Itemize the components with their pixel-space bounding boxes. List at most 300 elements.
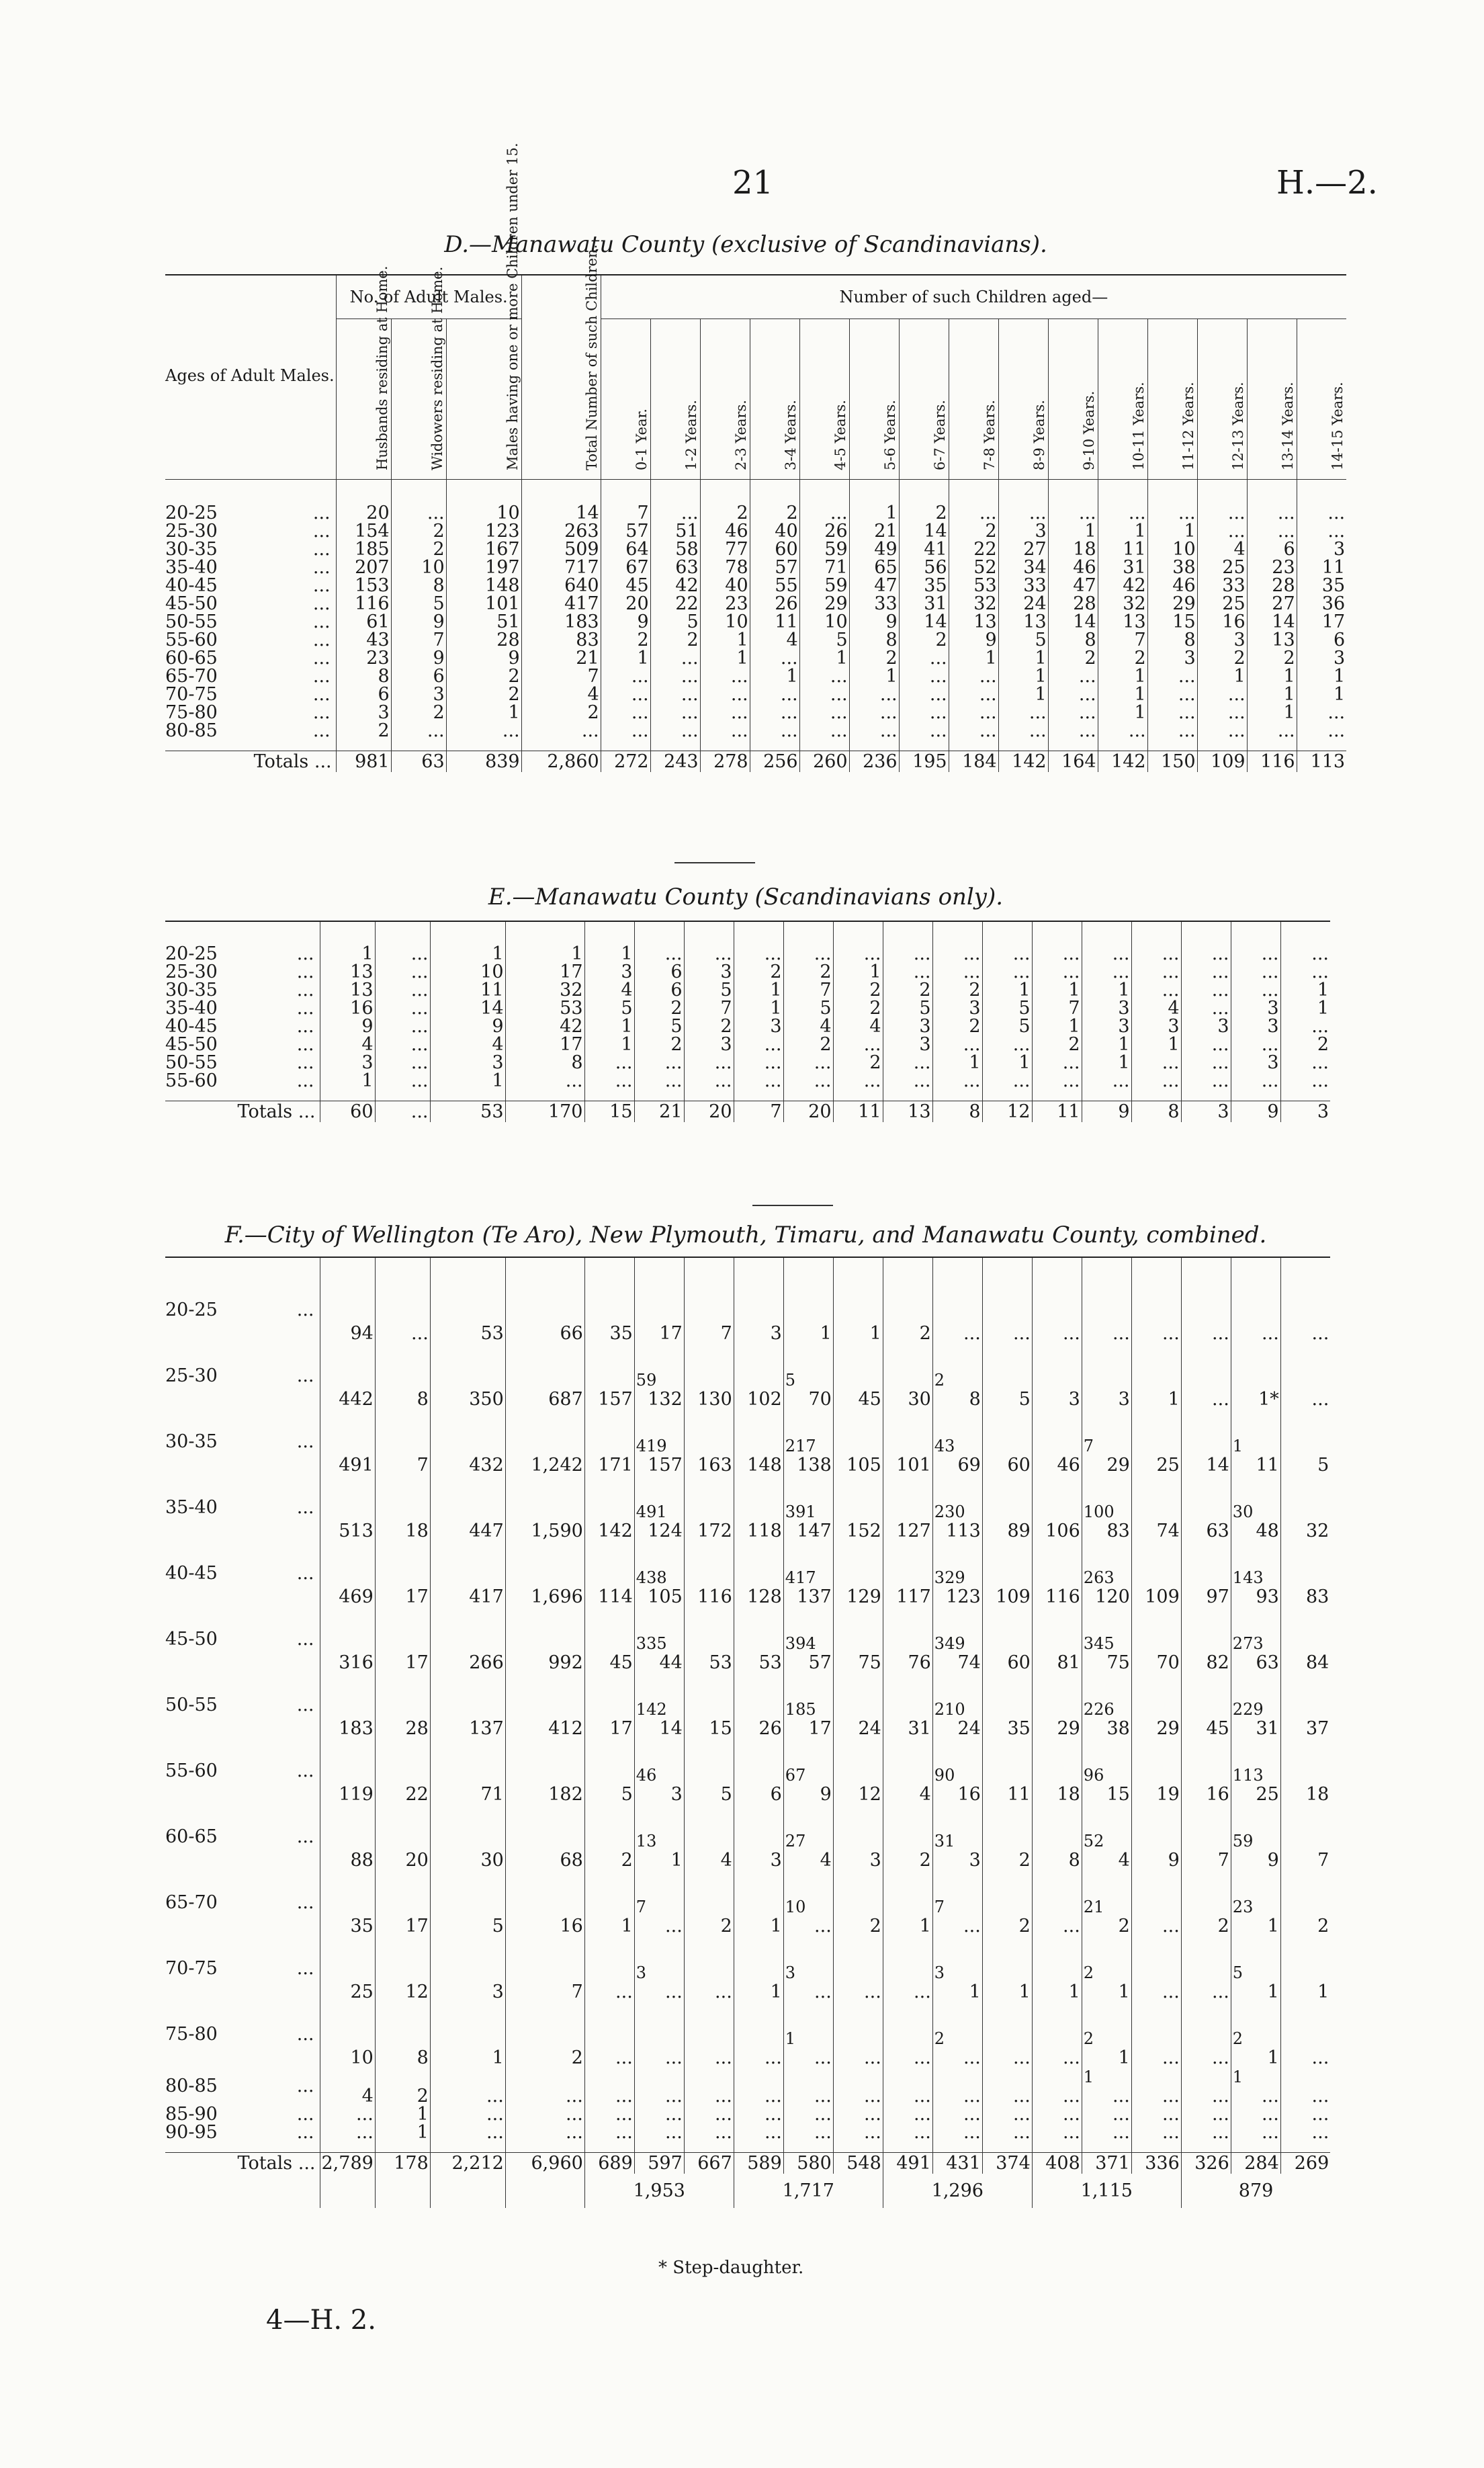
table-cell: ... [750,722,799,740]
table-cell: ... [375,999,430,1017]
table-cell: ... [601,704,650,722]
table-cell: 58 [650,540,700,558]
table-cell: 1 [1280,999,1330,1017]
table-cell: 27 [1247,595,1297,613]
table-cell: 12 [375,1935,430,2001]
age-range-label: 70-75 ... [165,1935,320,2001]
totals-label: Totals ... [165,2153,320,2174]
leader-dots: ... [296,1034,314,1055]
males-children-header: Males having one or more Children under 15. [446,319,521,480]
table-cell: ... [1032,2067,1082,2105]
table-cell: 5 [783,999,833,1017]
table-cell: 1 [1082,1054,1131,1072]
table-cell: 17 [505,1035,584,1054]
table-cell: 154 [336,522,391,540]
table-cell: 29 [1147,595,1197,613]
total-cell: 142 [1098,751,1147,773]
table-cell: 1 [584,1017,634,1035]
group-value: 21 [1083,1898,1104,1916]
table-cell: 31 [883,1672,932,1738]
table-cell: ... [1197,704,1247,722]
table-cell: 100 83 [1082,1474,1131,1540]
table-cell: ... [783,921,833,963]
table-cell: ... [650,685,700,704]
table-cell: 3 [391,685,446,704]
table-cell: 2 [1181,1869,1231,1935]
table-cell: ... [1280,2105,1330,2123]
group-value: 419 [636,1437,667,1455]
table-cell: 53 [505,999,584,1017]
table-cell: 127 [883,1474,932,1540]
table-cell: ... [883,921,932,963]
table-cell: 5 [982,1017,1032,1035]
table-row [165,1803,1330,1869]
total-cell: 109 [1197,751,1247,773]
age-range-label: 55-60 ... [165,1738,320,1803]
table-cell: 9 [949,631,998,649]
table-cell: ... [833,2123,883,2141]
age-range-label: 20-25 ... [165,1257,320,1343]
leader-dots: ... [296,1628,314,1650]
table-cell: 84 [1280,1606,1330,1672]
group-value: 263 [1083,1568,1115,1587]
table-cell: ... [1131,1935,1181,2001]
total-cell: 2,860 [521,751,601,773]
table-cell: 2 [1032,1035,1082,1054]
total-cell: 589 [734,2153,783,2174]
ages-header: Ages of Adult Males. [165,366,335,385]
table-cell: 63 [1181,1474,1231,1540]
group-value: 13 [636,1832,657,1850]
age-range-label: 45-50 ... [165,1606,320,1672]
table-cell: ... [734,1035,783,1054]
group-value: 1 [785,2029,796,2048]
leader-dots: ... [312,521,331,542]
table-cell: 417 [430,1540,505,1606]
table-cell: 3 [1231,1054,1280,1072]
table-cell: 6 [1247,540,1297,558]
table-cell: 9 [601,613,650,631]
table-cell: ... [1131,1054,1181,1072]
table-cell: 43 [336,631,391,649]
group-value: 335 [636,1634,667,1653]
table-cell: 2 [982,1869,1032,1935]
table-cell: 89 [982,1474,1032,1540]
table-cell: 24 [833,1672,883,1738]
table-cell: 7 29 [1082,1408,1131,1474]
table-cell: 3 [1082,1017,1131,1035]
totals-label: Totals ... [165,1101,320,1123]
table-cell: 130 [684,1343,734,1408]
table-cell: 640 [521,577,601,595]
table-cell: 3 [320,1054,375,1072]
table-cell: 2 ... [932,2001,982,2067]
total-cell: 371 [1082,2153,1131,2174]
total-cell: 272 [601,751,650,773]
table-row [165,1606,1330,1672]
table-cell: 1 [1098,704,1147,722]
total-cell: 2,212 [430,2153,505,2174]
table-cell: 28 [1247,577,1297,595]
group-value: 100 [1083,1502,1115,1521]
table-cell: 36 [1297,595,1346,613]
table-cell: ... [1231,1035,1280,1054]
table-cell: 2 [883,981,932,999]
table-cell: ... [1032,921,1082,963]
table-cell: 7 [601,480,650,523]
age-range-label: 35-40 ... [165,999,320,1017]
group-value: 229 [1232,1700,1264,1719]
leader-dots: ... [312,720,331,741]
table-cell: 60 [982,1606,1032,1672]
table-cell: 14 [1181,1408,1231,1474]
total-cell: 9 [1231,1101,1280,1123]
table-cell: 2 [584,1803,634,1869]
age-range-label: 30-35 ... [165,1408,320,1474]
table-cell: 94 [320,1257,375,1343]
total-cell: 243 [650,751,700,773]
table-cell: 438 105 [634,1540,684,1606]
table-cell: 1 [430,921,505,963]
age-bin-header: 12-13 Years. [1197,319,1247,480]
table-cell: 4 [430,1035,505,1054]
table-cell: ... [505,2105,584,2123]
table-cell: ... [650,667,700,685]
table-cell: 1 [430,2001,505,2067]
table-cell: 3 [430,1935,505,2001]
table-cell: 22 [650,595,700,613]
leader-dots: ... [312,648,331,669]
table-cell: 687 [505,1343,584,1408]
table-cell: 17 [634,1257,684,1343]
group-value: 1 [1083,2068,1094,2086]
total-cell: 284 [1231,2153,1280,2174]
table-row [165,1257,1330,1343]
table-cell: ... [982,921,1032,963]
table-cell: ... [521,722,601,740]
table-row [165,1072,1330,1090]
table-row [165,1672,1330,1738]
table-row [165,522,1346,540]
table-cell: ... [750,649,799,667]
table-cell: 1 [799,649,849,667]
table-cell: 20 [601,595,650,613]
table-cell: 1 [1032,981,1082,999]
total-cell: 9 [1082,1101,1131,1123]
sheet-mark: 4—H. 2. [266,2305,376,2336]
table-cell: 3 [883,1017,932,1035]
table-cell: ... [932,2067,982,2105]
table-cell: 1 [932,1054,982,1072]
table-cell: 1 [849,667,899,685]
table-cell: 37 [1280,1672,1330,1738]
table-cell: 22 [949,540,998,558]
table-row [165,1738,1330,1803]
table-cell: ... [1247,480,1297,523]
table-cell: ... [1181,1343,1231,1408]
table-cell: 41 [899,540,949,558]
table-cell: ... [982,2123,1032,2141]
table-cell: 70 [1131,1606,1181,1672]
group-value: 2 [1232,2029,1243,2048]
table-cell: 14 [899,522,949,540]
table-cell: 1 [505,921,584,963]
group-value: 217 [785,1437,816,1455]
table-cell: 25 [1131,1408,1181,1474]
age-bin-header: 3-4 Years. [750,319,799,480]
table-cell: 9 [446,649,521,667]
table-cell: 3 [684,1035,734,1054]
table-cell: ... [833,1072,883,1090]
table-cell: 13 [1098,613,1147,631]
group-value: 96 [1083,1766,1104,1785]
table-cell: 23 [1247,558,1297,577]
table-cell: 38 [1147,558,1197,577]
table-cell: 64 [601,540,650,558]
age-range-label: 20-25 ... [165,921,320,963]
table-cell: ... [1280,1257,1330,1343]
table-cell: ... [1131,963,1181,981]
group-value: 230 [934,1502,965,1521]
table-cell: ... [1231,1257,1280,1343]
table-cell: ... [1147,704,1197,722]
table-cell: ... [1032,2123,1082,2141]
table-cell: 142 14 [634,1672,684,1738]
total-cell: 597 [634,2153,684,2174]
table-cell: 5 [982,1343,1032,1408]
table-cell: 3 [336,704,391,722]
table-cell: 2 [684,1017,734,1035]
table-cell: ... [430,2123,505,2141]
table-cell: ... [1032,1257,1082,1343]
table-cell: 1 11 [1231,1408,1280,1474]
table-cell: ... [1048,667,1098,685]
table-cell: ... [949,480,998,523]
table-row [165,1540,1330,1606]
table-cell: 13 1 [634,1803,684,1869]
table-cell: ... [584,2105,634,2123]
table-cell: ... [883,2105,932,2123]
table-cell: 1 [949,649,998,667]
group-value: 1 [1232,1437,1243,1455]
total-cell: 53 [430,1101,505,1123]
total-cell: 374 [982,2153,1032,2174]
total-cell: 408 [1032,2153,1082,2174]
widowers-header: Widowers residing at Home. [391,319,446,480]
page-number: 21 [732,164,774,202]
table-cell: 171 [584,1408,634,1474]
table-cell: 81 [1032,1606,1082,1672]
table-cell: 491 124 [634,1474,684,1540]
table-cell: ... [1197,480,1247,523]
table-cell: ... [1231,1072,1280,1090]
table-cell: 1 [1048,522,1098,540]
leader-dots: ... [296,1496,314,1518]
table-cell: ... [998,704,1048,722]
table-cell: 2 [1247,649,1297,667]
table-cell: ... [584,2123,634,2141]
table-cell: 1 [1082,1035,1131,1054]
table-cell: ... [949,722,998,740]
table-cell: ... [1098,480,1147,523]
leader-dots: ... [312,684,331,705]
table-cell: ... [734,2105,783,2123]
table-cell: 6 [634,981,684,999]
leader-dots: ... [296,1826,314,1847]
grouped-total-cell: 879 [1181,2174,1330,2208]
table-cell: 8 [1147,631,1197,649]
table-cell: ... [1181,981,1231,999]
table-cell: 13 [998,613,1048,631]
table-cell: ... [833,2001,883,2067]
table-cell: ... [684,1072,734,1090]
table-cell: 21 2 [1082,1869,1131,1935]
table-cell: 137 [430,1672,505,1738]
leader-dots: ... [296,2122,314,2143]
table-cell: 1,590 [505,1474,584,1540]
table-cell: 4 [320,2067,375,2105]
table-cell: 35 [584,1257,634,1343]
table-cell: 75 [833,1606,883,1672]
total-cell: 689 [584,2153,634,2174]
table-cell: 3 [1131,1017,1181,1035]
leader-dots: ... [296,2076,314,2096]
table-cell: ... [982,1072,1032,1090]
table-cell: 46 [1048,558,1098,577]
table-cell: 6 [391,667,446,685]
group-value: 3 [785,1963,796,1982]
table-cell: ... [734,2067,783,2105]
table-cell: ... [1032,2105,1082,2123]
group-value: 3 [636,1963,647,1982]
table-cell: ... [634,1054,684,1072]
table-cell: 2 [391,704,446,722]
table-cell: 2 [336,722,391,740]
leader-dots: ... [296,1694,314,1715]
table-cell: 263 120 [1082,1540,1131,1606]
table-cell: ... [1131,2105,1181,2123]
table-cell: 2 1 [1082,1935,1131,2001]
table-row [165,2123,1330,2141]
table-cell: 9 [849,613,899,631]
age-range-label: 65-70 ... [165,1869,320,1935]
group-value: 52 [1083,1832,1104,1850]
table-cell: 34 [998,558,1048,577]
table-cell: ... [899,685,949,704]
total-cell: 21 [634,1101,684,1123]
age-range-label: 35-40 ... [165,1474,320,1540]
table-cell: ... [949,704,998,722]
table-cell: ... [650,722,700,740]
table-cell: 419 157 [634,1408,684,1474]
table-cell: 53 [684,1606,734,1672]
table-row [165,631,1346,649]
table-cell: 10 [320,2001,375,2067]
group-value: 59 [1232,1832,1254,1850]
table-cell: 18 [1280,1738,1330,1803]
table-cell: 25 [1197,595,1247,613]
age-range-label: 40-45 ... [165,577,336,595]
table-cell: 1 [1098,667,1147,685]
group-value: 349 [934,1634,965,1653]
table-cell: 1 [982,1935,1032,2001]
table-cell: 1 [1280,981,1330,999]
table-cell: 3 [684,963,734,981]
total-cell: 336 [1131,2153,1181,2174]
table-cell: ... [634,2067,684,2105]
table-cell: 2 [375,2067,430,2105]
table-cell: 3 ... [783,1935,833,2001]
table-e-title: E.—Manawatu County (Scandinavians only). [488,884,1004,910]
table-cell: 3 [430,1054,505,1072]
table-cell: ... [1147,685,1197,704]
table-cell: 33 [849,595,899,613]
table-cell: ... [1181,1935,1231,2001]
table-cell: ... [883,1054,932,1072]
table-cell: 8 [1048,631,1098,649]
table-cell: 25 [320,1935,375,2001]
table-cell: 2 [700,480,750,523]
table-cell: 2 [783,963,833,981]
table-cell: 3 [1082,1343,1131,1408]
table-cell: 53 [734,1606,783,1672]
table-cell: ... [833,1035,883,1054]
leader-dots: ... [296,1891,314,1913]
table-cell: 102 [734,1343,783,1408]
table-cell: 59 9 [1231,1803,1280,1869]
table-row [165,2067,1330,2105]
age-range-label: 25-30 ... [165,522,336,540]
grouped-total-cell: 1,296 [883,2174,1032,2208]
table-cell: ... [1231,981,1280,999]
table-cell: ... [1181,2001,1231,2067]
table-cell: ... [634,2001,684,2067]
total-cell: 3 [1280,1101,1330,1123]
leader-dots: ... [312,630,331,650]
table-cell: 3 [1032,1343,1082,1408]
spacer-row [165,2141,1330,2153]
leader-dots: ... [296,2104,314,2125]
table-cell: 2 [849,649,899,667]
table-cell: 129 [833,1540,883,1606]
table-cell: 9 [1131,1803,1181,1869]
table-cell: 71 [799,558,849,577]
age-range-label: 60-65 ... [165,1803,320,1869]
table-cell: 114 [584,1540,634,1606]
group-value: 59 [636,1371,657,1390]
table-cell: 14 [430,999,505,1017]
total-cell: 8 [1131,1101,1181,1123]
table-cell: 13 [320,981,375,999]
table-cell: 18 [1048,540,1098,558]
table-cell: ... [932,963,982,981]
total-cell: 63 [391,751,446,773]
table-cell: 1 [998,685,1048,704]
group-value: 491 [636,1502,667,1521]
total-cell: 431 [932,2153,982,2174]
leader-dots: ... [296,1957,314,1979]
table-cell: 26 [750,595,799,613]
table-cell: 447 [430,1474,505,1540]
totals-row [165,2153,1330,2174]
age-range-label: 80-85 ... [165,2067,320,2105]
table-cell: ... [375,1017,430,1035]
table-cell: 1 [1032,1017,1082,1035]
table-cell: ... [734,1072,783,1090]
table-cell: ... [982,2105,1032,2123]
table-cell: ... [584,2001,634,2067]
table-cell: ... [1297,704,1346,722]
